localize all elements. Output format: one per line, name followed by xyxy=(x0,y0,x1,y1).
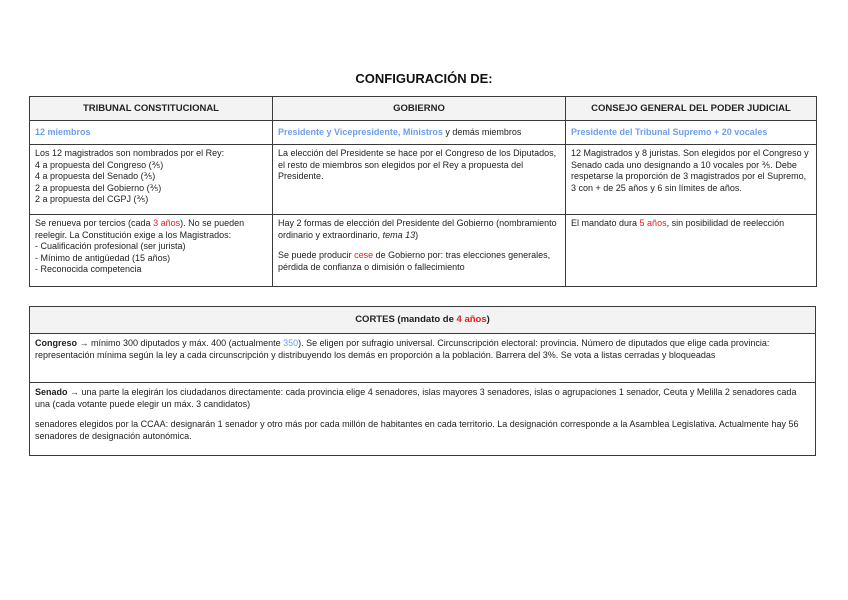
senado-row xyxy=(30,383,816,456)
tc-appointment-line: 2 a propuesta del Gobierno (⅗) xyxy=(35,182,162,193)
tc-appointment-line: 2 a propuesta del CGPJ (⅗) xyxy=(35,194,149,204)
tc-appointment-line: 4 a propuesta del Senado (⅗) xyxy=(35,171,156,181)
header-row xyxy=(30,97,817,121)
congreso-post: ). Se eligen por sufragio universal. Circunscripción electoral: provincia. Número de diputados que elige cada provincia: representación mínima según la ley a cada circunscripción y distribuyendo los demás en proporción a la población. Barrera del 3%. Se vota a listas cerradas y bloqueadas xyxy=(35,338,770,360)
congreso-cell xyxy=(30,334,816,383)
members-row xyxy=(30,121,817,145)
gobierno-cese-post: de Gobierno por: tras elecciones generales, pérdida de confianza o dimisión o fallecimiento xyxy=(278,250,551,272)
cortes-header-pre: CORTES (mandato de xyxy=(355,314,457,326)
cortes-header-post: ) xyxy=(486,314,490,326)
mandate-row xyxy=(30,215,817,287)
cgpj-composition-cell xyxy=(566,145,817,215)
cortes-table xyxy=(29,306,816,456)
page-title: CONFIGURACIÓN DE: xyxy=(355,71,493,86)
composition-row xyxy=(30,145,817,215)
tc-appointment-intro: Los 12 magistrados son nombrados por el Rey: xyxy=(35,148,225,158)
congreso-label: Congreso xyxy=(35,338,78,348)
cortes-header-years: 4 años xyxy=(456,314,487,326)
gobierno-election: La elección del Presidente se hace por el Congreso de los Diputados, el resto de miembros son elegidos por el Rey a propuesta del Presidente. xyxy=(278,148,557,181)
cgpj-composition: 12 Magistrados y 8 juristas. Son elegidos por el Congreso y Senado cada uno designando a 10 vocales por ⅗. Debe respetarse la proporción de 3 magistrados por el Supremo, 3 con + de 25 años y 6 sin límites de años. xyxy=(571,148,809,193)
cgpj-mandate-pre: El mandato dura xyxy=(571,218,640,228)
senado-cell xyxy=(30,383,816,456)
tc-appointment-cell xyxy=(30,145,273,215)
tc-renewal-cell xyxy=(30,215,273,287)
tc-requirement: - Cualificación profesional (ser jurista) xyxy=(35,241,186,251)
congreso-pre: → mínimo 300 diputados y máx. 400 (actualmente xyxy=(77,338,284,348)
congreso-current: 350 xyxy=(283,338,299,348)
gobierno-members-highlight: Presidente y Vicepresidente, Ministros xyxy=(278,126,443,137)
gobierno-forms-post: ) xyxy=(415,229,419,240)
tc-requirement: - Reconocida competencia xyxy=(35,264,142,274)
congreso-row xyxy=(30,334,816,383)
senado-label: Senado xyxy=(35,387,68,397)
header-tribunal-constitucional: TRIBUNAL CONSTITUCIONAL xyxy=(30,97,273,121)
header-gobierno: GOBIERNO xyxy=(273,97,566,121)
tc-members-cell xyxy=(30,121,273,145)
cortes-header-row xyxy=(30,307,816,334)
header-cgpj: CONSEJO GENERAL DEL PODER JUDICIAL xyxy=(566,97,817,121)
senado-ccaa: senadores elegidos por la CCAA: designarán 1 senador y otro más por cada millón de habitantes en cada territorio. La designación corresponde a la Asamblea Legislativa. Actualmente hay 56 senadores de designación autonómica. xyxy=(35,419,799,441)
cortes-header xyxy=(30,307,816,334)
tc-members: 12 miembros xyxy=(35,126,91,137)
senado-text: → una parte la elegirán los ciudadanos directamente: cada provincia elige 4 senadores, islas mayores 3 senadores, islas o agrupaciones 1 senador, Ceuta y Melilla 2 senadores cada una (cada votante puede elegir un máx. 3 candidatos) xyxy=(35,387,797,409)
tc-renewal-pre: Se renueva por tercios (cada xyxy=(35,218,154,228)
cgpj-members-cell xyxy=(566,121,817,145)
gobierno-cese-pre: Se puede producir xyxy=(278,250,355,260)
gobierno-cese-word: cese xyxy=(354,250,374,260)
tc-renewal-years: 3 años xyxy=(153,218,181,228)
tc-renewal-post: ). No se pueden reelegir. La Constitución exige a los Magistrados: xyxy=(35,218,245,240)
cgpj-mandate-cell xyxy=(566,215,817,287)
cgpj-members: Presidente del Tribunal Supremo + 20 vocales xyxy=(571,126,768,137)
configuracion-table xyxy=(29,96,817,287)
gobierno-members-cell xyxy=(273,121,566,145)
gobierno-forms-ref: tema 13 xyxy=(382,229,416,240)
tc-requirement: - Mínimo de antigüedad (15 años) xyxy=(35,252,171,263)
gobierno-election-cell xyxy=(273,145,566,215)
cgpj-mandate-post: , sin posibilidad de reelección xyxy=(666,218,785,228)
gobierno-forms-cell xyxy=(273,215,566,287)
cgpj-mandate-years: 5 años xyxy=(639,218,667,228)
tc-appointment-line: 4 a propuesta del Congreso (⅗) xyxy=(35,159,164,170)
gobierno-forms-pre: Hay 2 formas de elección del Presidente del Gobierno (nombramiento ordinario y extraordinario, xyxy=(278,218,557,240)
gobierno-members-rest: y demás miembros xyxy=(442,126,522,137)
